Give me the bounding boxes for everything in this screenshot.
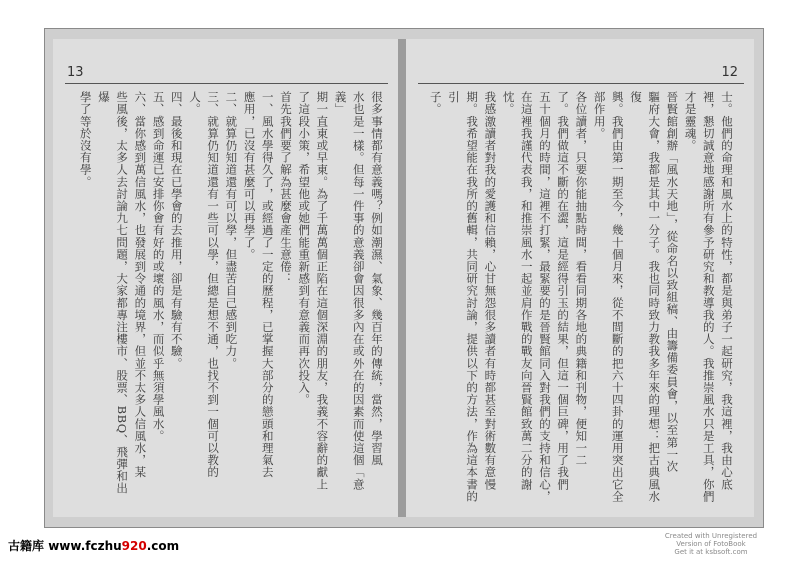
fotobook-watermark	[635, 532, 787, 556]
site-name: 古籍库	[8, 539, 45, 553]
text-line: 興。我們由第一期至今，幾十個月來，從不間斷的把六十四卦的運用突出它全	[610, 91, 625, 503]
text-line: 水也是一樣。但每一件事的意義卻會因很多內在或外在的因素而使這個「意義」	[333, 91, 366, 491]
left-page-text	[64, 91, 386, 503]
text-line: 應用，已沒有甚麼可以再學了。	[242, 91, 257, 261]
text-line: 忱。	[501, 91, 516, 116]
text-line: 子。	[428, 91, 443, 116]
text-line: 人。	[187, 91, 202, 116]
text-line: 學了等於沒有學。	[78, 91, 93, 188]
book-gutter	[398, 39, 406, 517]
book-spread	[44, 28, 764, 528]
text-line: 五十個月的時間，這裡不打緊，最緊要的是晉賢館同入對我們的支持和信心，	[537, 91, 552, 503]
text-line: 裡，懇切誠意地感謝所有參予研究和教導我的人。我推崇風水只是工具，你們	[701, 91, 716, 503]
text-line: 各位讀者，只要你能抽點時間，看看同期各地的典籍和刊物，便知一二	[574, 91, 589, 467]
text-line: 六、當你感到萬信風水，也發展到令通的境界，但並不太多人信風水，某	[133, 91, 148, 479]
text-line: 四、最後和現在已學會的去推用，卻是有驗有不驗。	[169, 91, 184, 370]
right-page-number: 12	[721, 65, 738, 80]
text-line: 了這段小策，希望他或她們能重新感到有意義而再次投入。	[297, 91, 312, 406]
watermark-line: Version of FotoBook	[676, 540, 746, 548]
text-line: 很多事情都有意義嗎？例如潮濕、氣象、幾百年的傳統，當然，學習風	[370, 91, 384, 467]
text-line: 二、就算仍知道還有可以學，但盡苦自己感到吃力。	[224, 91, 239, 370]
text-line: 期。我希望能在我所的舊輯，共同研究討論，提供以下的方法，作為這本書的引	[446, 91, 480, 503]
site-logo[interactable]	[8, 537, 179, 554]
text-line: 士。他們的命理和風水上的特性，都是與弟子一起研究，我這裡，我由心底	[720, 91, 734, 491]
right-page	[406, 39, 754, 517]
text-line: 期一直東或早東。為了千萬萬個正陷在這個深淵的朋友，我義不容辭的獻上	[315, 91, 330, 491]
right-page-text	[414, 91, 736, 503]
text-line: 部作用。	[592, 91, 607, 140]
text-line: 些風後，太多人去討論九七問題，大家都專注樓市、股票、BBQ、飛彈和出爆	[96, 91, 130, 495]
text-line: 五、感到命運已安排你會有好的或壞的風水，而似乎無須學風水。	[151, 91, 166, 442]
text-line: 三、就算仍知道還有一些可以學，但總是想不通，也找不到一個可以教的	[206, 91, 221, 479]
text-line: 晉賢館創辦「風水天地」，從命名以致組稿、由籌備委員會，以至第一次	[665, 91, 680, 473]
watermark-line: Created with Unregistered	[664, 532, 758, 540]
site-url-part: www.fczhu	[48, 539, 122, 553]
text-line: 一、風水學得久了，或經過了一定的歷程，已掌握大部分的戀頭和理氣去	[260, 91, 275, 479]
site-url-suffix: .com	[146, 539, 180, 553]
text-line: 在這裡我謹代表我，和推崇風水一起並肩作戰的戰友向晉賢館致萬二分的謝	[519, 91, 534, 491]
right-header-rule	[418, 83, 744, 84]
text-line: 我感激讀者對我的愛護和信賴，心甘無怨很多讀者有時都甚至對術數有意慢	[483, 91, 498, 491]
text-line: 才是靈魂。	[683, 91, 698, 152]
left-page-number: 13	[67, 65, 84, 80]
site-url-highlight: 920	[121, 539, 147, 553]
left-page	[53, 39, 398, 517]
text-line: 驅府大會，我都是其中一分子。我也同時致力教我多年來的理想：把古典風水復	[628, 91, 662, 503]
text-line: 首先我們要了解為甚麼會產生意倦：	[278, 91, 293, 285]
left-header-rule	[65, 83, 388, 84]
text-line: 了。我們做這不斷的在澀，這是經得引玉的結果，但這一個巨碑，用了我們	[556, 91, 571, 491]
watermark-line: Get it at ksbsoft.com	[674, 548, 748, 556]
